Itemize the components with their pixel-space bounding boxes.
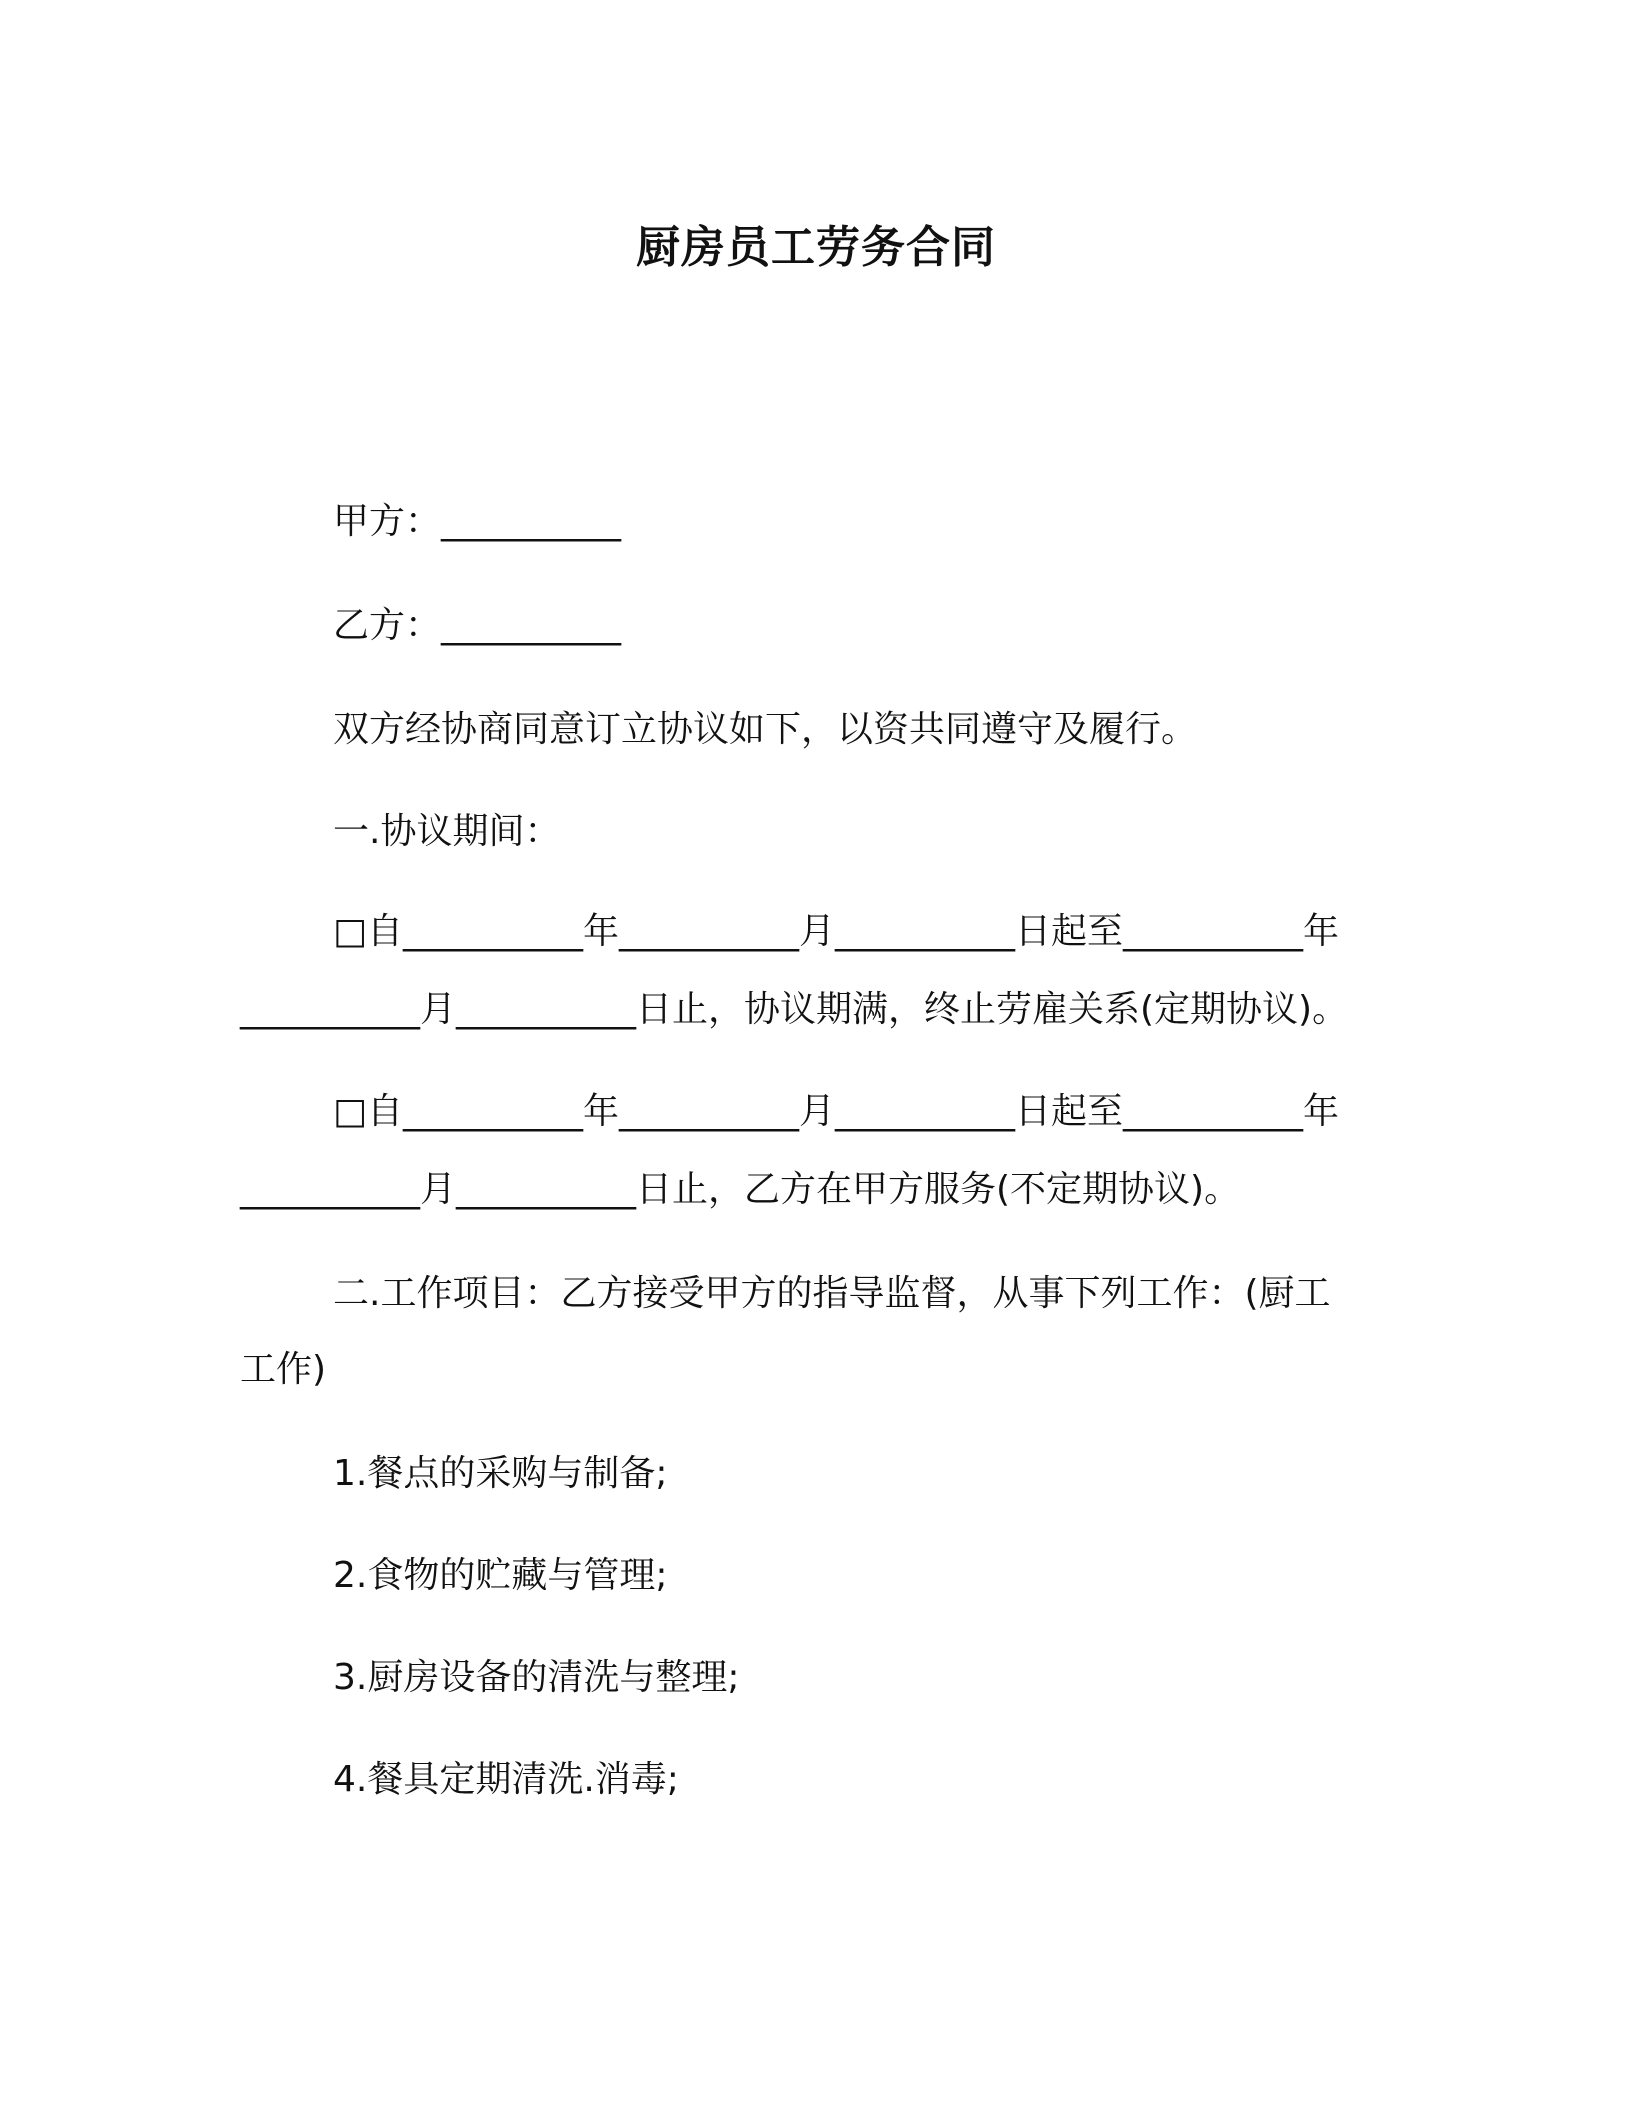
party-b-line: 乙方：__________ <box>333 605 622 646</box>
list-item: 1.餐点的采购与制备; <box>333 1453 668 1494</box>
section2-line1: 二.工作项目：乙方接受甲方的指导监督，从事下列工作：(厨工 <box>333 1273 1331 1314</box>
intro-paragraph: 双方经协商同意订立协议如下，以资共同遵守及履行。 <box>333 709 1198 750</box>
term-option-fixed-line2: __________月__________日止，协议期满，终止劳雇关系(定期协议)。 <box>240 989 1349 1030</box>
section2-line2: 工作) <box>240 1349 327 1390</box>
party-a-line: 甲方：__________ <box>333 501 622 542</box>
list-item: 4.餐具定期清洗.消毒; <box>333 1759 679 1800</box>
term-option-indefinite-line2: __________月__________日止，乙方在甲方服务(不定期协议)。 <box>240 1169 1241 1210</box>
list-item: 2.食物的贮藏与管理; <box>333 1555 668 1596</box>
document-title: 厨房员工劳务合同 <box>636 222 996 273</box>
term-option-indefinite-line1: □自__________年__________月__________日起至__________年 <box>333 1091 1340 1132</box>
term-option-fixed-line1: □自__________年__________月__________日起至__________年 <box>333 911 1340 952</box>
list-item: 3.厨房设备的清洗与整理; <box>333 1657 740 1698</box>
section1-heading: 一.协议期间： <box>333 811 561 852</box>
